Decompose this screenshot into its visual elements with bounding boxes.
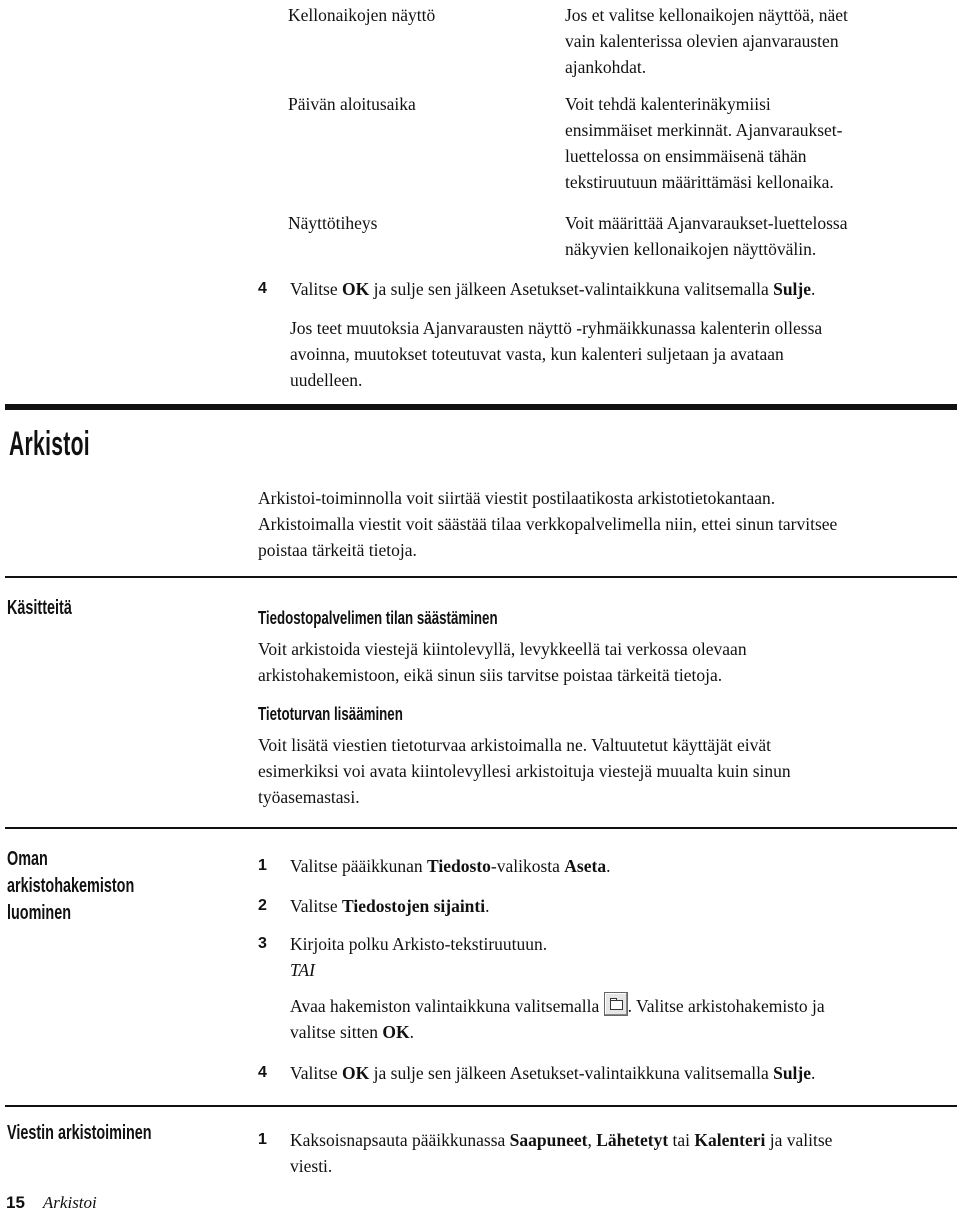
section-divider bbox=[5, 1105, 957, 1107]
paragraph-server-space: Voit arkistoida viestejä kiintolevyllä, levykkeellä tai verkossa olevaan arkistohakemistoon, eikä sinun siis tarvitse poistaa tärkeitä tietoja. bbox=[258, 639, 747, 685]
section-rule bbox=[5, 404, 957, 410]
subheading-security: Tietoturvan lisääminen bbox=[258, 704, 403, 724]
step-alternative: Avaa hakemiston valintaikkuna valitsemalla . Valitse arkistohakemisto ja valitse sitten OK. bbox=[290, 992, 825, 1045]
step-number: 3 bbox=[258, 935, 267, 952]
section-divider bbox=[5, 576, 957, 578]
option-term-interval: Näyttötiheys bbox=[288, 213, 378, 233]
step-number: 4 bbox=[258, 280, 267, 297]
step-text: Valitse OK ja sulje sen jälkeen Asetukset-valintaikkuna valitsemalla Sulje. bbox=[290, 1063, 816, 1083]
option-desc-interval: Voit määrittää Ajanvaraukset-luettelossa näkyvien kellonaikojen näyttövälin. bbox=[565, 213, 848, 259]
step-text: Kaksoisnapsauta pääikkunassa Saapuneet, Lähetetyt tai Kalenteri ja valitse viesti. bbox=[290, 1130, 833, 1176]
paragraph-security: Voit lisätä viestien tietoturvaa arkistoimalla ne. Valtuutetut käyttäjät eivät esimerkiksi voi avata kiintolevyllesi arkistoituja viestejä muualta kuin sinun työasemastasi. bbox=[258, 735, 791, 807]
page-number: 15 bbox=[6, 1193, 25, 1212]
step-text: Valitse pääikkunan Tiedosto-valikosta Aseta. bbox=[290, 856, 611, 876]
option-desc-day-start: Voit tehdä kalenterinäkymiisi ensimmäiset merkinnät. Ajanvaraukset- luettelossa on ensimmäisenä tähän tekstiruutuun määrittämäsi kellonaika. bbox=[565, 94, 843, 192]
sidehead-create-directory: Oman arkistohakemiston luominen bbox=[7, 848, 135, 924]
intro-paragraph: Arkistoi-toiminnolla voit siirtää viestit postilaatikosta arkistotietokantaan. Arkistoimalla viestit voit säästää tilaa verkkopalvelimella niin, ettei sinun tarvitsee poistaa tärkeitä tietoja. bbox=[258, 488, 838, 560]
browse-folder-button-icon bbox=[604, 992, 628, 1016]
step-number: 4 bbox=[258, 1064, 267, 1081]
sidehead-concepts: Käsitteitä bbox=[7, 597, 72, 619]
section-title: Arkistoi bbox=[9, 425, 90, 463]
page-footer bbox=[6, 1190, 97, 1216]
step-number: 1 bbox=[258, 1131, 267, 1148]
option-term-time-display: Kellonaikojen näyttö bbox=[288, 5, 436, 25]
note-paragraph: Jos teet muutoksia Ajanvarausten näyttö -ryhmäikkunassa kalenterin ollessa avoinna, muutokset toteutuvat vasta, kun kalenteri suljetaan ja avataan uudelleen. bbox=[290, 318, 823, 390]
step-text: Kirjoita polku Arkisto-tekstiruutuun. TAI bbox=[290, 931, 547, 983]
step-number: 2 bbox=[258, 897, 267, 914]
step-text: Valitse Tiedostojen sijainti. bbox=[290, 896, 490, 916]
sidehead-archive-message: Viestin arkistoiminen bbox=[7, 1122, 152, 1144]
option-desc-time-display: Jos et valitse kellonaikojen näyttöä, näet vain kalenterissa olevien ajanvarausten ajankohdat. bbox=[565, 5, 848, 77]
option-term-day-start: Päivän aloitusaika bbox=[288, 94, 416, 114]
or-label: TAI bbox=[290, 960, 315, 980]
running-footer-label: Arkistoi bbox=[42, 1193, 97, 1212]
subheading-server-space: Tiedostopalvelimen tilan säästäminen bbox=[258, 608, 498, 628]
step-text: Valitse OK ja sulje sen jälkeen Asetukset-valintaikkuna valitsemalla Sulje. bbox=[290, 279, 816, 299]
section-divider bbox=[5, 827, 957, 829]
step-number: 1 bbox=[258, 857, 267, 874]
